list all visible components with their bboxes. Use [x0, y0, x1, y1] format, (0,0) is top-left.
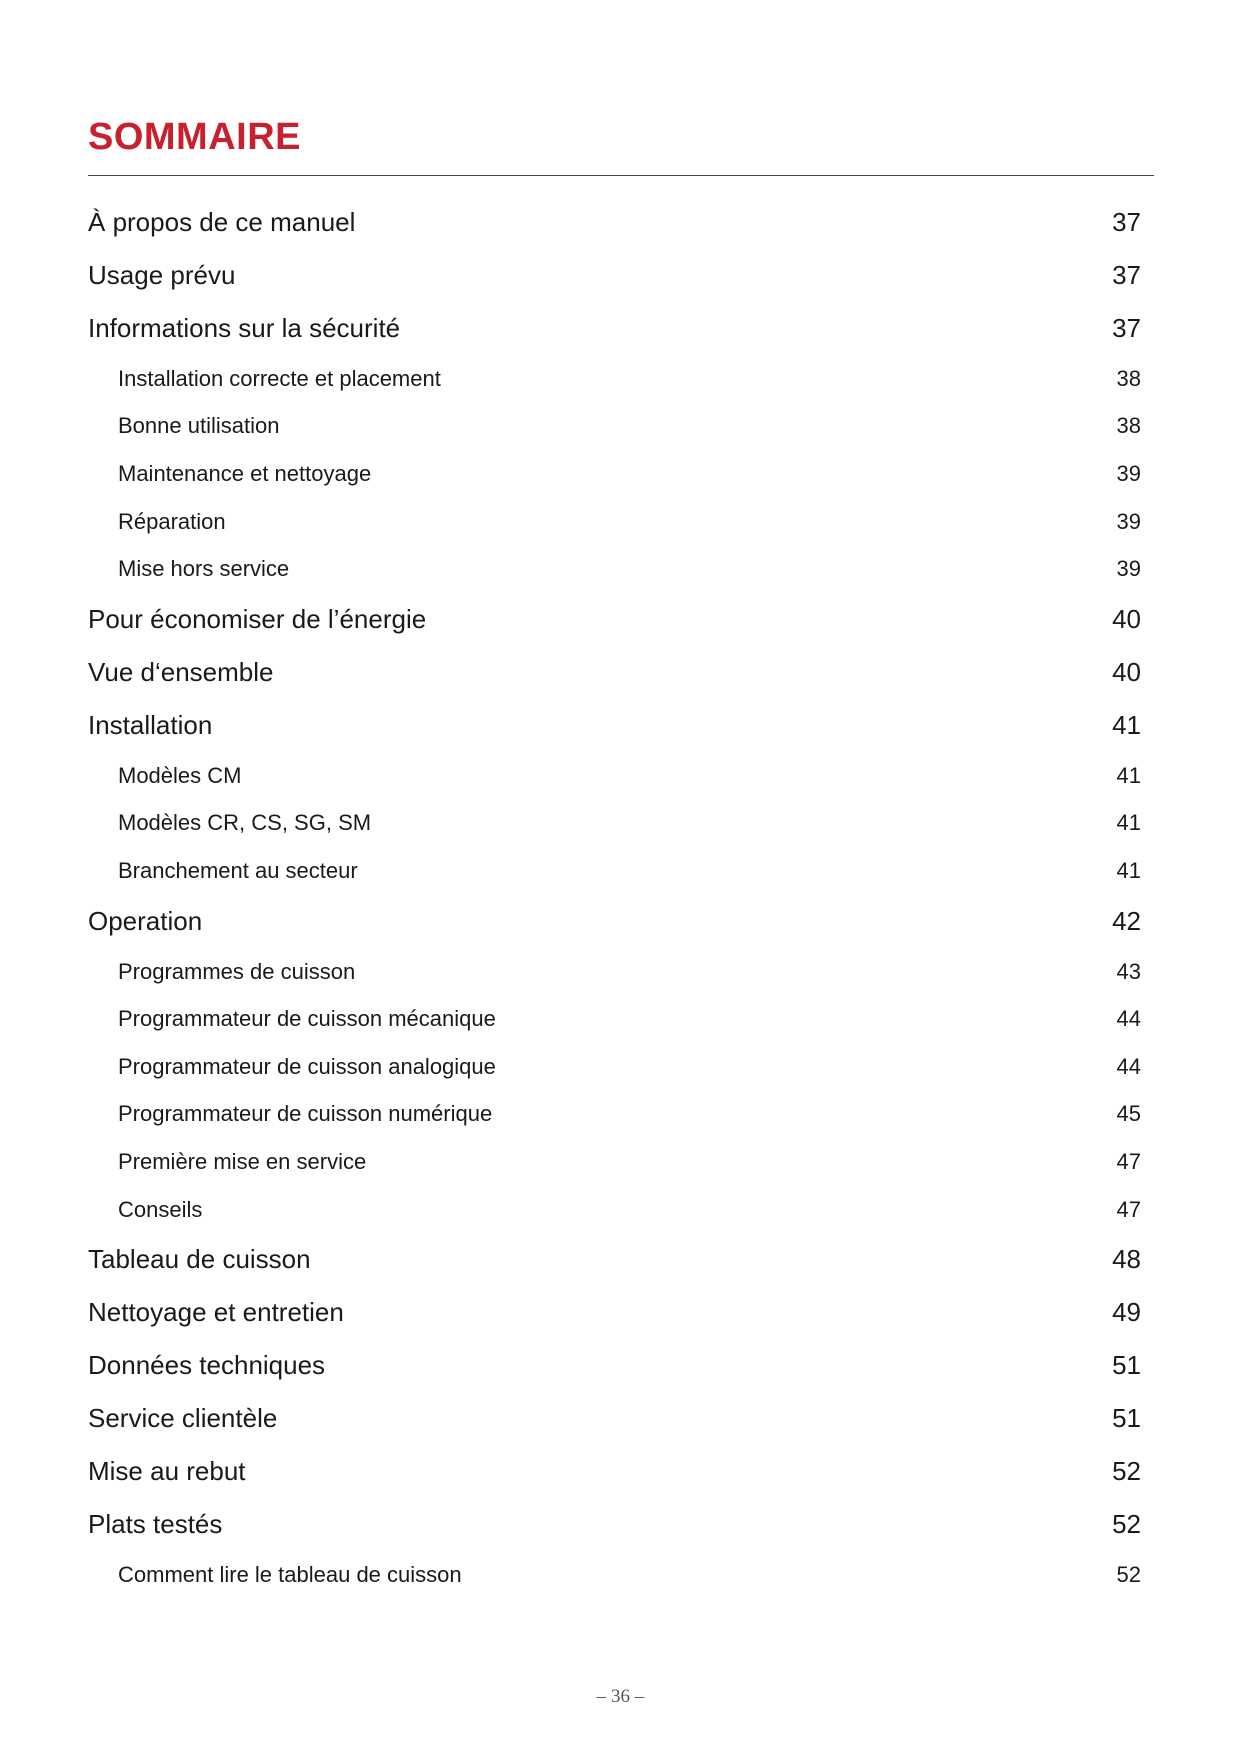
toc-entry-page: 37: [1112, 313, 1141, 343]
title-divider: [88, 175, 1154, 176]
toc-entry-page: 41: [1116, 810, 1141, 836]
toc-entry[interactable]: [88, 699, 1141, 752]
toc-entry[interactable]: [88, 1286, 1141, 1339]
toc-entry-label: Programmateur de cuisson analogique: [118, 1053, 496, 1079]
toc-entry-label: Usage prévu: [88, 260, 236, 290]
toc-entry[interactable]: [88, 498, 1141, 546]
toc-entry-page: 44: [1116, 1006, 1141, 1032]
toc-entry[interactable]: [88, 355, 1141, 403]
toc-entry-label: Service clientèle: [88, 1403, 278, 1434]
toc-entry[interactable]: [88, 1233, 1141, 1286]
toc-entry-label: Informations sur la sécurité: [88, 313, 401, 343]
toc-entry[interactable]: [88, 752, 1141, 800]
toc-entry-label: Données techniques: [88, 1350, 326, 1381]
toc-entry-page: 52: [1116, 1562, 1141, 1588]
toc-entry[interactable]: [88, 249, 1141, 302]
table-of-contents: [88, 196, 1141, 1599]
toc-entry-label: Pour économiser de l’énergie: [88, 603, 427, 634]
toc-entry-label: Première mise en service: [118, 1148, 367, 1174]
toc-entry[interactable]: [88, 403, 1141, 451]
toc-entry[interactable]: [88, 800, 1141, 848]
toc-entry-label: Vue d‘ensemble: [88, 656, 274, 687]
toc-entry-page: 51: [1112, 1350, 1141, 1381]
toc-entry-page: 40: [1112, 603, 1141, 634]
toc-entry-page: 41: [1116, 857, 1141, 883]
toc-entry[interactable]: [88, 196, 1141, 249]
toc-entry-label: Branchement au secteur: [118, 857, 358, 883]
toc-entry-label: Comment lire le tableau de cuisson: [118, 1562, 462, 1588]
toc-entry-label: Tableau de cuisson: [88, 1244, 311, 1275]
toc-entry[interactable]: [88, 1186, 1141, 1234]
toc-entry-label: Modèles CR, CS, SG, SM: [118, 810, 372, 836]
toc-entry-page: 43: [1116, 958, 1141, 984]
toc-entry-label: Modèles CM: [118, 762, 242, 788]
toc-entry-page: 39: [1116, 556, 1141, 582]
toc-entry-page: 45: [1116, 1101, 1141, 1127]
toc-entry-page: 41: [1112, 709, 1141, 740]
toc-entry-page: 37: [1112, 207, 1141, 237]
toc-entry-page: 47: [1116, 1196, 1141, 1222]
toc-entry-page: 39: [1116, 508, 1141, 534]
toc-entry-label: Mise au rebut: [88, 1456, 246, 1487]
toc-entry-label: Programmateur de cuisson numérique: [118, 1101, 493, 1127]
toc-entry-label: Programmateur de cuisson mécanique: [118, 1006, 496, 1032]
toc-entry-page: 39: [1116, 460, 1141, 486]
toc-entry-page: 38: [1116, 365, 1141, 391]
toc-entry-label: À propos de ce manuel: [88, 207, 356, 237]
toc-entry[interactable]: [88, 995, 1141, 1043]
toc-entry-label: Installation: [88, 709, 213, 740]
toc-entry-page: 40: [1112, 656, 1141, 687]
toc-entry[interactable]: [88, 545, 1141, 593]
toc-entry-page: 41: [1116, 762, 1141, 788]
toc-entry-page: 51: [1112, 1403, 1141, 1434]
toc-entry[interactable]: [88, 1339, 1141, 1392]
toc-entry[interactable]: [88, 1498, 1141, 1551]
toc-entry-page: 42: [1112, 905, 1141, 936]
toc-entry[interactable]: [88, 1551, 1141, 1599]
toc-entry-page: 37: [1112, 260, 1141, 290]
toc-entry-page: 44: [1116, 1053, 1141, 1079]
toc-entry-page: 38: [1116, 413, 1141, 439]
toc-entry-label: Nettoyage et entretien: [88, 1297, 344, 1328]
toc-entry[interactable]: [88, 1138, 1141, 1186]
toc-entry-label: Mise hors service: [118, 556, 290, 582]
toc-entry-label: Installation correcte et placement: [118, 365, 441, 391]
toc-entry-label: Maintenance et nettoyage: [118, 460, 372, 486]
toc-entry-label: Conseils: [118, 1196, 203, 1222]
page-title: SOMMAIRE: [88, 116, 301, 158]
toc-entry[interactable]: [88, 847, 1141, 895]
toc-entry-page: 47: [1116, 1148, 1141, 1174]
toc-entry[interactable]: [88, 450, 1141, 498]
toc-entry-label: Réparation: [118, 508, 226, 534]
toc-entry[interactable]: [88, 593, 1141, 646]
toc-entry[interactable]: [88, 1091, 1141, 1139]
toc-entry[interactable]: [88, 1392, 1141, 1445]
toc-entry[interactable]: [88, 302, 1141, 355]
toc-entry-label: Programmes de cuisson: [118, 958, 356, 984]
toc-entry[interactable]: [88, 948, 1141, 996]
toc-entry-page: 49: [1112, 1297, 1141, 1328]
toc-entry-page: 52: [1112, 1509, 1141, 1540]
toc-entry-page: 52: [1112, 1456, 1141, 1487]
toc-entry[interactable]: [88, 895, 1141, 948]
toc-entry-label: Bonne utilisation: [118, 413, 280, 439]
toc-entry-label: Plats testés: [88, 1509, 223, 1540]
toc-entry-label: Operation: [88, 905, 203, 936]
page-number: – 36 –: [596, 1686, 645, 1707]
toc-entry[interactable]: [88, 1043, 1141, 1091]
toc-entry-page: 48: [1112, 1244, 1141, 1275]
toc-entry[interactable]: [88, 646, 1141, 699]
toc-entry[interactable]: [88, 1445, 1141, 1498]
